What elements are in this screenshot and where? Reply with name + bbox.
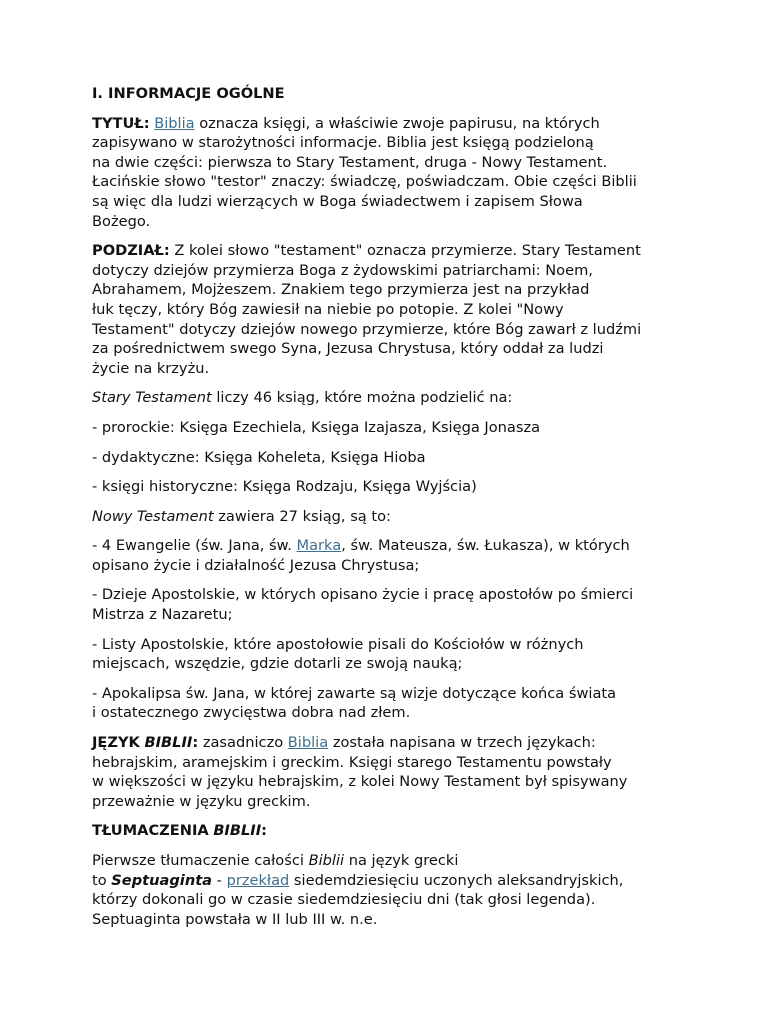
paragraph-nowy-testament: [92, 507, 692, 527]
bold-italic-septuaginta: Septuaginta: [111, 871, 213, 889]
link-biblia[interactable]: Biblia: [154, 114, 195, 132]
text: zapisywano w starożytności informacje. Biblia jest księgą podzieloną: [92, 134, 594, 152]
text: -: [212, 871, 227, 889]
list-item-dzieje: [92, 585, 692, 624]
paragraph-podzial: [92, 241, 692, 378]
text: , św. Mateusza, św. Łukasza), w których: [341, 537, 630, 555]
text: Bożego.: [92, 212, 151, 230]
list-item-ewangelie: [92, 536, 692, 575]
text: opisano życie i działalność Jezusa Chrystusa;: [92, 556, 420, 574]
text: na język grecki: [344, 852, 459, 869]
text: Łacińskie słowo "testor" znaczy: świadczę, poświadczam. Obie części Biblii: [92, 173, 637, 191]
italic-nowy-testament: Nowy Testament: [92, 507, 214, 525]
text: Pierwsze tłumaczenie całości: [92, 852, 309, 869]
paragraph-tytul: [92, 114, 692, 232]
list-item-historyczne: - księgi historyczne: Księga Rodzaju, Księga Wyjścia): [92, 478, 477, 496]
label-colon: :: [261, 822, 267, 840]
text: miejscach, wszędzie, gdzie dotarli ze swoją nauką;: [92, 655, 463, 673]
text: hebrajskim, aramejskim i greckim. Księgi starego Testamentu powstały: [92, 753, 612, 771]
list-item-listy: [92, 635, 692, 674]
text: zasadniczo: [198, 734, 288, 752]
paragraph-septuaginta: [92, 851, 692, 929]
text: przeważnie w języku greckim.: [92, 792, 311, 810]
text: dotyczy dziejów przymierza Boga z żydowskimi patriarchami: Noem,: [92, 261, 593, 279]
label-colon: :: [192, 734, 199, 752]
link-marka[interactable]: Marka: [296, 537, 342, 555]
text: - Dzieje Apostolskie, w których opisano życie i pracę apostołów po śmierci: [92, 586, 634, 604]
text: została napisana w trzech językach:: [328, 734, 596, 752]
text: oznacza księgi, a właściwie zwoje papirusu, na których: [194, 114, 600, 132]
section-heading: I. INFORMACJE OGÓLNE: [92, 85, 285, 102]
text: Testament" dotyczy dziejów nowego przymierze, które Bóg zawarł z ludźmi: [92, 320, 642, 338]
label-tytul: TYTUŁ:: [92, 114, 150, 132]
paragraph-stary-testament: [92, 388, 692, 408]
label-jezyk-biblii: BIBLII: [144, 734, 193, 752]
list-item-prorockie: - prorockie: Księga Ezechiela, Księga Izajasza, Księga Jonasza: [92, 418, 541, 436]
italic-stary-testament: Stary Testament: [92, 389, 212, 407]
text: - Listy Apostolskie, które apostołowie pisali do Kościołów w różnych: [92, 635, 584, 653]
paragraph-jezyk: [92, 733, 692, 811]
text: Mistrza z Nazaretu;: [92, 606, 233, 624]
text: to: [92, 871, 112, 889]
label-tlumaczenia-biblii: BIBLII: [213, 822, 262, 840]
label-tlumaczenia: TŁUMACZENIA: [92, 822, 209, 840]
text: na dwie części: pierwsza to Stary Testament, druga - Nowy Testament.: [92, 153, 608, 171]
text: Abrahamem, Mojżeszem. Znakiem tego przymierza jest na przykład: [92, 281, 590, 299]
list-item-apokalipsa: [92, 684, 692, 723]
text: za pośrednictwem swego Syna, Jezusa Chrystusa, który oddał za ludzi: [92, 340, 604, 358]
text: - Apokalipsa św. Jana, w której zawarte są wizje dotyczące końca świata: [92, 684, 617, 702]
label-podzial: PODZIAŁ:: [92, 242, 170, 260]
text: Z kolei słowo "testament" oznacza przymierze. Stary Testament: [169, 242, 641, 260]
text: Septuaginta powstała w II lub III w. n.e.: [92, 910, 378, 928]
text: życie na krzyżu.: [92, 359, 210, 377]
link-biblia-2[interactable]: Biblia: [287, 734, 329, 752]
list-item-dydaktyczne: - dydaktyczne: Księga Koheleta, Księga Hioba: [92, 448, 426, 466]
italic-biblii: Biblii: [308, 852, 345, 869]
document-page: [92, 84, 692, 939]
text: liczy 46 ksiąg, które można podzielić na:: [211, 389, 513, 407]
text: i ostatecznego zwycięstwa dobra nad złem.: [92, 704, 411, 722]
text: którzy dokonali go w czasie siedemdziesięciu dni (tak głosi legenda).: [92, 891, 596, 909]
link-przeklad[interactable]: przekład: [226, 871, 290, 889]
text: w większości w języku hebrajskim, z kolei Nowy Testament był spisywany: [92, 773, 628, 791]
label-jezyk: JĘZYK: [92, 734, 140, 752]
text: siedemdziesięciu uczonych aleksandryjskich,: [289, 871, 624, 889]
text: są więc dla ludzi wierzących w Boga świadectwem i zapisem Słowa: [92, 192, 583, 210]
text: zawiera 27 ksiąg, są to:: [213, 507, 391, 525]
text: - 4 Ewangelie (św. Jana, św.: [92, 537, 297, 555]
text: łuk tęczy, który Bóg zawiesił na niebie po potopie. Z kolei "Nowy: [92, 300, 564, 318]
heading-tlumaczenia: [92, 821, 692, 841]
